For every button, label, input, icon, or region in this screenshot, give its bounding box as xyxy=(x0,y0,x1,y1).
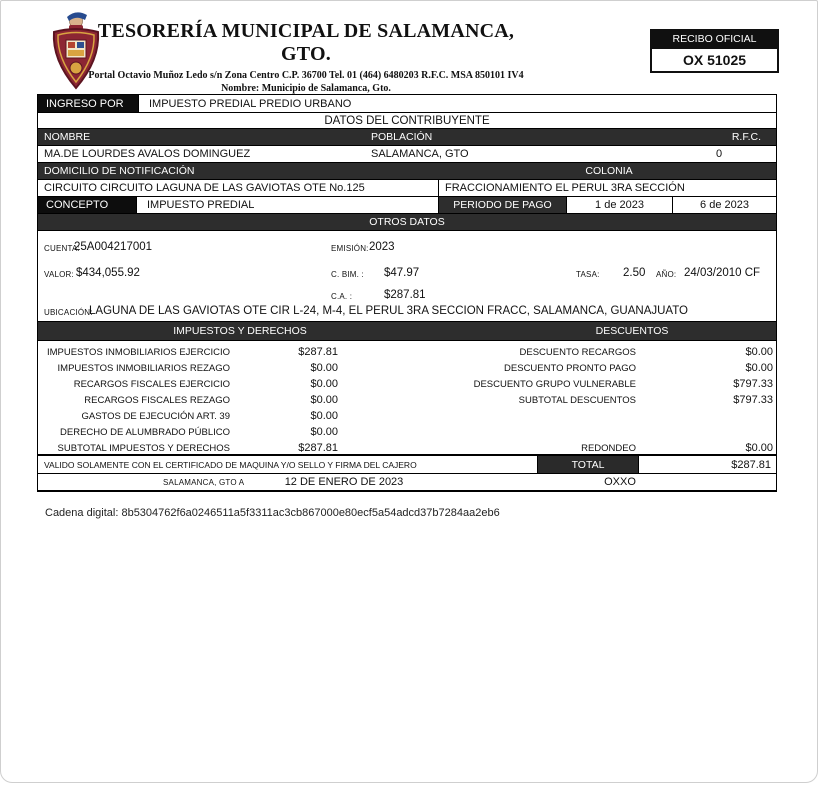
ingreso-por-label: INGRESO POR xyxy=(38,95,138,112)
ubicacion-label: UBICACIÓN: xyxy=(44,308,93,317)
spacer-row xyxy=(408,408,778,424)
item-value: $0.00 xyxy=(310,394,338,406)
periodo-de-pago-label: PERIODO DE PAGO xyxy=(438,197,566,213)
descuentos-column xyxy=(408,344,778,456)
item-value: $0.00 xyxy=(310,378,338,390)
impuestos-row xyxy=(38,392,408,408)
item-value: $287.81 xyxy=(298,346,338,358)
item-value: $0.00 xyxy=(310,362,338,374)
receipt-badge-label: RECIBO OFICIAL xyxy=(650,29,779,48)
total-value: $287.81 xyxy=(731,458,771,471)
item-value: $797.33 xyxy=(733,378,773,390)
contribuyente-header-row xyxy=(37,128,777,146)
item-value: $797.33 xyxy=(733,394,773,406)
col-header-colonia: COLONIA xyxy=(585,165,633,177)
cadena-label: Cadena digital: xyxy=(45,507,119,519)
item-label: RECARGOS FISCALES REZAGO xyxy=(84,394,230,406)
emision-label: EMISIÓN: xyxy=(331,244,369,253)
breakdown-box xyxy=(37,340,777,455)
total-row xyxy=(37,454,777,474)
letterhead xyxy=(88,20,524,94)
item-label: DESCUENTO GRUPO VULNERABLE xyxy=(473,378,636,390)
footer-date: 12 DE ENERO DE 2023 xyxy=(284,476,404,488)
footer-place: SALAMANCA, GTO A xyxy=(163,477,245,487)
ingreso-por-value: IMPUESTO PREDIAL PREDIO URBANO xyxy=(138,95,776,112)
item-value: $0.00 xyxy=(745,362,773,374)
value-nombre: MA.DE LOURDES AVALOS DOMINGUEZ xyxy=(44,148,251,160)
receipt-number: OX 51025 xyxy=(650,48,779,73)
section-otros-datos: OTROS DATOS xyxy=(37,213,777,231)
receipt-table xyxy=(37,95,777,492)
ingreso-por-row xyxy=(37,94,777,113)
col-header-rfc: R.F.C. xyxy=(731,131,761,143)
item-label: IMPUESTOS INMOBILIARIOS EJERCICIO xyxy=(47,346,230,358)
cbim-value: $47.97 xyxy=(384,267,420,279)
section-impuestos-header: IMPUESTOS Y DERECHOS xyxy=(173,325,307,337)
impuestos-row xyxy=(38,408,408,424)
breakdown-header-row xyxy=(37,321,777,341)
valor-label: VALOR: xyxy=(44,270,74,279)
cbim-label: C. BIM. : xyxy=(331,270,364,279)
impuestos-row xyxy=(38,376,408,392)
anio-value: 24/03/2010 CF xyxy=(684,267,761,279)
section-descuentos-header: DESCUENTOS xyxy=(595,325,669,337)
item-value: $287.81 xyxy=(298,442,338,454)
header-address: Portal Octavio Muñoz Ledo s/n Zona Centro C.P. 36700 Tel. 01 (464) 6480203 R.F.C. MSA 850101 IV4 xyxy=(88,70,524,81)
redondeo-value: $0.00 xyxy=(745,442,773,454)
tasa-value: 2.50 xyxy=(623,267,646,279)
impuestos-column xyxy=(38,344,408,456)
periodo-hasta: 6 de 2023 xyxy=(672,197,776,213)
col-header-domicilio: DOMICILIO DE NOTIFICACIÓN xyxy=(44,165,195,177)
value-colonia: FRACCIONAMIENTO EL PERUL 3RA SECCIÓN xyxy=(438,180,776,196)
header-entity-name: Nombre: Municipio de Salamanca, Gto. xyxy=(221,83,391,94)
ca-label: C.A. : xyxy=(331,292,353,301)
concepto-row xyxy=(37,196,777,214)
descuentos-row xyxy=(408,376,778,392)
section-datos-contribuyente: DATOS DEL CONTRIBUYENTE xyxy=(37,112,777,129)
valor-value: $434,055.92 xyxy=(76,267,140,279)
redondeo-label: REDONDEO xyxy=(581,442,636,454)
descuentos-row xyxy=(408,360,778,376)
ubicacion-value: LAGUNA DE LAS GAVIOTAS OTE CIR L-24, M-4, EL PERUL 3RA SECCION FRACC, SALAMANCA, GUANAJUATO xyxy=(89,305,688,317)
col-header-poblacion: POBLACIÓN xyxy=(371,131,433,143)
value-rfc: 0 xyxy=(715,148,723,160)
domicilio-values-row xyxy=(37,179,777,197)
item-label: RECARGOS FISCALES EJERCICIO xyxy=(73,378,230,390)
impuestos-row xyxy=(38,424,408,440)
concepto-value: IMPUESTO PREDIAL xyxy=(136,197,438,213)
receipt-badge xyxy=(650,29,779,73)
cadena-value: 8b5304762f6a0246511a5f3311ac3cb867000e80ecf5a54adcd37b7284aa2eb6 xyxy=(121,507,500,519)
item-label: SUBTOTAL IMPUESTOS Y DERECHOS xyxy=(57,442,230,454)
item-label: DESCUENTO PRONTO PAGO xyxy=(504,362,636,374)
concepto-label: CONCEPTO xyxy=(38,197,136,213)
footer-row xyxy=(37,473,777,492)
value-domicilio: CIRCUITO CIRCUITO LAGUNA DE LAS GAVIOTAS OTE No.125 xyxy=(44,182,365,194)
descuentos-subtotal-row xyxy=(408,392,778,408)
impuestos-row xyxy=(38,344,408,360)
domicilio-header-row xyxy=(37,162,777,180)
emision-value: 2023 xyxy=(369,241,395,253)
item-value: $0.00 xyxy=(310,426,338,438)
contribuyente-values-row xyxy=(37,145,777,163)
anio-label: AÑO: xyxy=(656,270,677,279)
impuestos-row xyxy=(38,360,408,376)
value-poblacion: SALAMANCA, GTO xyxy=(371,148,469,160)
tasa-label: TASA: xyxy=(576,270,600,279)
periodo-desde: 1 de 2023 xyxy=(566,197,672,213)
otros-datos-box xyxy=(37,230,777,322)
descuentos-row xyxy=(408,344,778,360)
cuenta-value: 25A004217001 xyxy=(74,241,153,253)
item-label: SUBTOTAL DESCUENTOS xyxy=(518,394,636,406)
cuenta-label: CUENTA: xyxy=(44,244,80,253)
item-value: $0.00 xyxy=(310,410,338,422)
col-header-nombre: NOMBRE xyxy=(44,131,91,143)
cajero-legend: VALIDO SOLAMENTE CON EL CERTIFICADO DE MAQUINA Y/O SELLO Y FIRMA DEL CAJERO xyxy=(44,459,417,470)
page-title: TESORERÍA MUNICIPAL DE SALAMANCA, GTO. xyxy=(97,20,515,65)
item-label: DESCUENTO RECARGOS xyxy=(519,346,636,358)
ca-value: $287.81 xyxy=(384,289,426,301)
item-label: GASTOS DE EJECUCIÓN ART. 39 xyxy=(81,410,230,422)
item-label: DERECHO DE ALUMBRADO PÚBLICO xyxy=(60,426,230,438)
item-label: IMPUESTOS INMOBILIARIOS REZAGO xyxy=(57,362,230,374)
total-label: TOTAL xyxy=(537,456,639,473)
footer-cashier: OXXO xyxy=(604,476,636,488)
spacer-row xyxy=(408,424,778,440)
cadena-digital xyxy=(45,507,500,519)
item-value: $0.00 xyxy=(745,346,773,358)
